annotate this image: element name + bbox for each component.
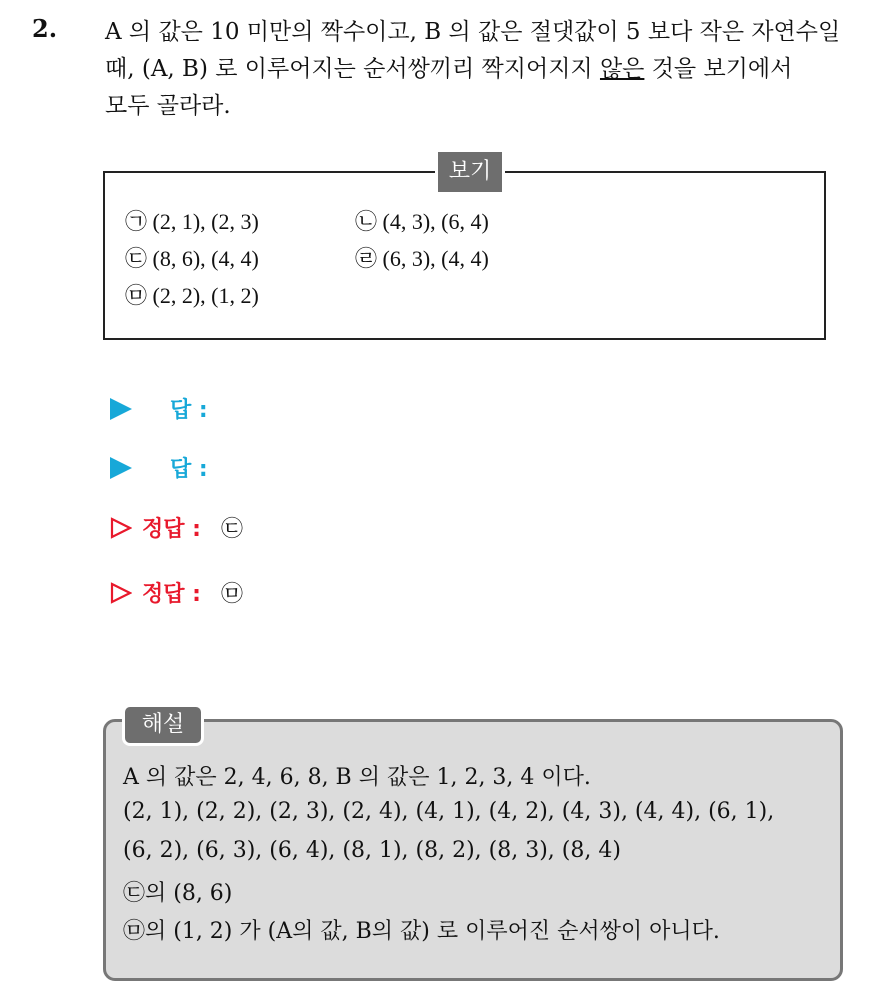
correct-value: ㉢ [220,517,243,542]
explanation-line-3: (6, 2), (6, 3), (6, 4), (8, 1), (8, 2), (8, 3), (8, 4) [123,838,621,863]
option-c: ㉢ (8, 6), (4, 4) [125,246,259,271]
explanation-line-5: ㉤의 (1, 2) 가 (A의 값, B의 값) 로 이루어진 순서쌍이 아니다. [123,919,720,944]
option-d: ㉣ (6, 3), (4, 4) [355,246,489,271]
correct-answer-2 [110,577,243,608]
option-a: ㉠ (2, 1), (2, 3) [125,209,259,234]
bogi-title: 보기 [435,149,505,195]
question-line-1: A 의 값은 10 미만의 짝수이고, B 의 값은 절댓값이 5 보다 작은 자연수일 [105,19,841,45]
explanation-line-2: (2, 1), (2, 2), (2, 3), (2, 4), (4, 1), (4, 2), (4, 3), (4, 4), (6, 1), [123,799,775,824]
question-line-2: 때, (A, B) 로 이루어지는 순서쌍끼리 짝지어지지 않은 것을 보기에서 [105,56,793,82]
correct-value: ㉤ [220,582,243,607]
option-e: ㉤ (2, 2), (1, 2) [125,283,259,308]
answer-blank-2 [110,452,208,483]
bogi-box [103,159,826,340]
correct-label: 정답 : [142,517,201,542]
correct-label: 정답 : [142,582,201,607]
outline-triangle-icon [110,517,132,539]
underlined-word: 않은 [599,56,645,82]
question-number: 2. [32,14,58,43]
option-b: ㉡ (4, 3), (6, 4) [355,209,489,234]
correct-answer-1 [110,512,243,543]
answer-label: 답 : [170,457,208,482]
explanation-line-4: ㉢의 (8, 6) [123,881,233,906]
outline-triangle-icon [110,582,132,604]
answer-blank-1 [110,393,208,424]
filled-triangle-icon [110,398,132,420]
question-text [105,14,865,125]
filled-triangle-icon [110,457,132,479]
explanation-line-1: A 의 값은 2, 4, 6, 8, B 의 값은 1, 2, 3, 4 이다. [123,765,591,790]
question-line-3: 모두 골라라. [105,93,231,119]
explanation-title: 해설 [122,704,204,746]
answer-label: 답 : [170,398,208,423]
